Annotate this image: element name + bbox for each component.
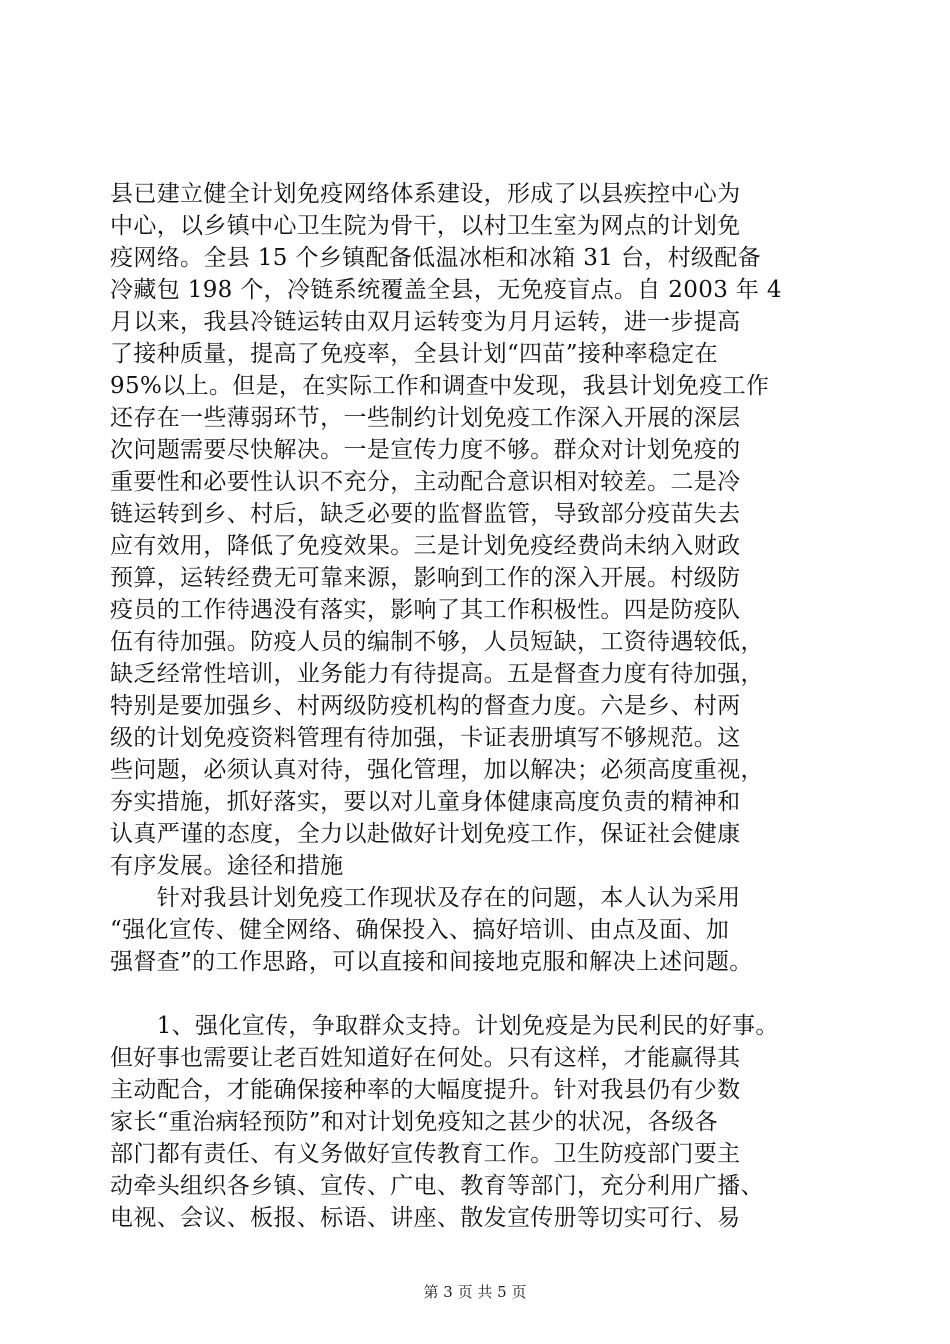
text-line: 月以来，我县冷链运转由双月运转变为月月运转，进一步提高 [110,309,741,335]
paragraph-publicity [110,1010,850,1234]
text-line: 伍有待加强。防疫人员的编制不够，人员短缺，工资待遇较低， [110,629,764,655]
text-line: 电视、会议、板报、标语、讲座、散发宣传册等切实可行、易 [110,1205,741,1231]
paragraph-spacer [110,978,850,1010]
text-line: 冷藏包 198 个，冷链系统覆盖全县，无免疫盲点。自 2003 年 4 [110,277,782,303]
text-line: 强督查”的工作思路，可以直接和间接地克服和解决上述问题。 [110,949,753,975]
text-line: 家长“重治病轻预防”和对计划免疫知之甚少的状况，各级各 [110,1109,718,1135]
text-line: 动牵头组织各乡镇、宣传、广电、教育等部门，充分利用广播、 [110,1173,764,1199]
text-line: “强化宣传、健全网络、确保投入、搞好培训、由点及面、加 [110,917,730,943]
text-line: 级的计划免疫资料管理有待加强，卡证表册填写不够规范。这 [110,725,741,751]
text-line: 但好事也需要让老百姓知道好在何处。只有这样，才能赢得其 [110,1045,741,1071]
paragraph-approach [110,882,850,978]
text-line: 有序发展。途径和措施 [110,853,344,879]
text-line: 还存在一些薄弱环节，一些制约计划免疫工作深入开展的深层 [110,405,741,431]
text-line: 夯实措施，抓好落实，要以对儿童身体健康高度负责的精神和 [110,789,741,815]
text-line: 县已建立健全计划免疫网络体系建设，形成了以县疾控中心为 [110,181,741,207]
text-line: 疫员的工作待遇没有落实，影响了其工作积极性。四是防疫队 [110,597,741,623]
text-line: 预算，运转经费无可靠来源，影响到工作的深入开展。村级防 [110,565,741,591]
page-number-footer: 第 3 页 共 5 页 [423,1283,527,1301]
text-line: 针对我县计划免疫工作现状及存在的问题，本人认为采用 [110,885,741,911]
text-line: 疫网络。全县 15 个乡镇配备低温冰柜和冰箱 31 台，村级配备 [110,245,761,271]
text-line: 1、强化宣传，争取群众支持。计划免疫是为民利民的好事。 [110,1013,779,1039]
text-line: 重要性和必要性认识不充分，主动配合意识相对较差。二是冷 [110,469,741,495]
text-line: 95%以上。但是，在实际工作和调查中发现，我县计划免疫工作 [110,373,770,399]
text-line: 主动配合，才能确保接种率的大幅度提升。针对我县仍有少数 [110,1077,741,1103]
text-line: 了接种质量，提高了免疫率，全县计划“四苗”接种率稳定在 [110,341,718,367]
document-body [110,178,850,1234]
paragraph-current-situation [110,178,850,882]
text-line: 认真严谨的态度，全力以赴做好计划免疫工作，保证社会健康 [110,821,741,847]
text-line: 应有效用，降低了免疫效果。三是计划免疫经费尚未纳入财政 [110,533,741,559]
text-line: 部门都有责任、有义务做好宣传教育工作。卫生防疫部门要主 [110,1141,741,1167]
text-line: 中心，以乡镇中心卫生院为骨干，以村卫生室为网点的计划免 [110,213,741,239]
text-line: 些问题，必须认真对待，强化管理，加以解决；必须高度重视， [110,757,764,783]
text-line: 缺乏经常性培训，业务能力有待提高。五是督查力度有待加强， [110,661,764,687]
text-line: 次问题需要尽快解决。一是宣传力度不够。群众对计划免疫的 [110,437,741,463]
text-line: 链运转到乡、村后，缺乏必要的监督监管，导致部分疫苗失去 [110,501,741,527]
text-line: 特别是要加强乡、村两级防疫机构的督查力度。六是乡、村两 [110,693,741,719]
